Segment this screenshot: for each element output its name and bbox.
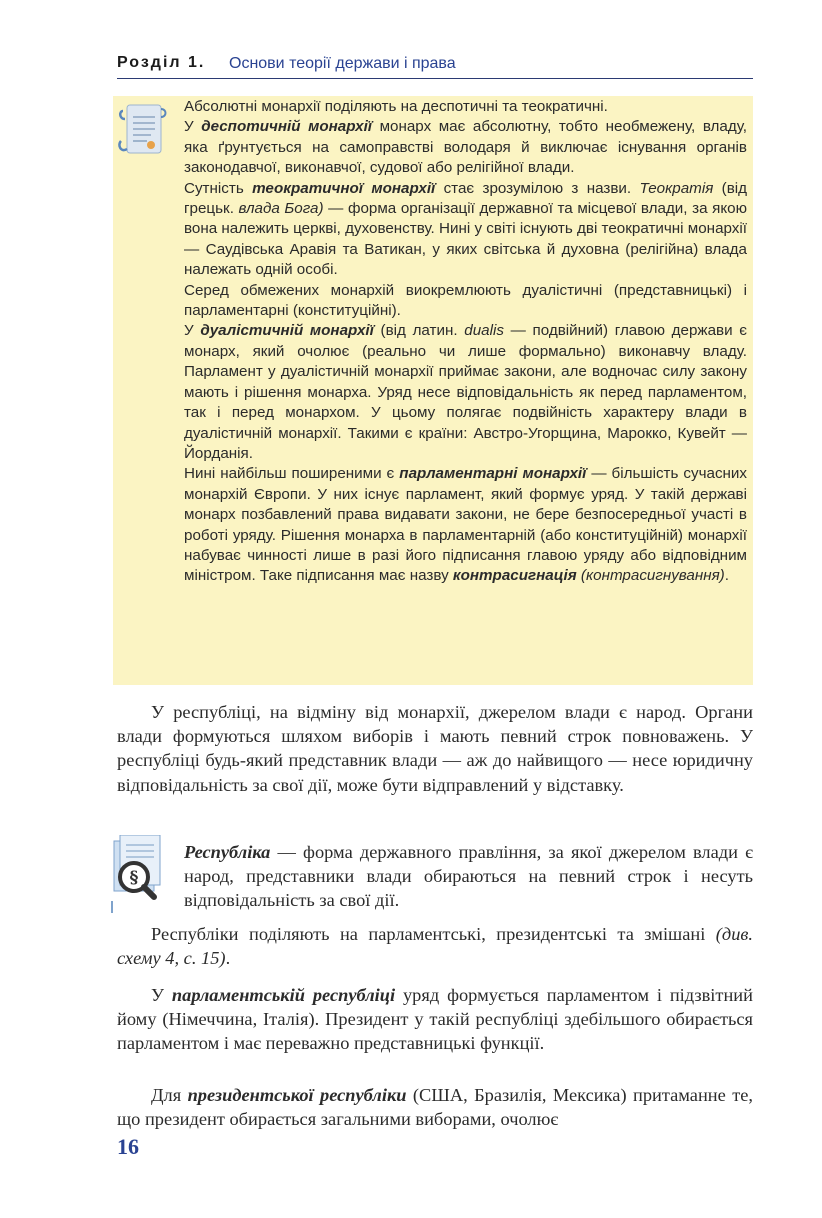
section-title: Основи теорії держави і права <box>229 55 456 72</box>
definition-block: Республіка — форма державного правління, за якої джерелом влади є народ, представники влади обираються на певний строк і несуть відповідальність за свої дії. <box>184 842 753 911</box>
paragraph: Серед обмежених монархій виокремлюють дуалістичні (представницькі) і парламентарні (конституційні). <box>184 281 747 320</box>
body-paragraph-3: У парламентській республіці уряд формується парламентом і підзвітний йому (Німеччина, Італія). Президент у такій республіці здебільшого обирається парламентом і має переважно представницькі функції. <box>117 985 753 1054</box>
info-box-text <box>184 97 747 587</box>
paragraph: Абсолютні монархії поділяють на деспотичні та теократичні. <box>184 98 608 115</box>
paragraph: Нині найбільш поширеними є парламентарні монархії — більшість сучасних монархій Європи. У них існує парламент, який формує уряд. У такій державі монарх позбавлений права видавати закони, не бере безпосередньої участі в роботі уряду. Рішення монарха в парламентарній (або конституційній) монархії набуває чинності лише в разі його підписання главою уряду або відповідним міністром. Таке підписання має назву контрасигнація (контрасигнування). <box>184 465 747 585</box>
definition-term: Республіка <box>184 842 271 862</box>
body-paragraph-1: У республіці, на відміну від монархії, джерелом влади є народ. Органи влади формуються шляхом виборів і мають певний строк повноважень. У республіці будь-який представник влади — аж до найвищого — несе юридичну відповідальність за свої дії, може бути відправлений у відставку. <box>117 702 753 795</box>
paragraph: У дуалістичній монархії (від латин. dualis — подвійний) главою держави є монарх, який очолює (реально чи лише формально) виконавчу владу. Парламент у дуалістичній монархії приймає закони, але водночас силу закону мають і рішення монарха. Уряд несе відповідальність як перед парламентом, так і перед монархом. У цьому полягає подвійність характеру влади в дуалістичній монархії. Такими є країни: Австро-Угорщина, Марокко, Кувейт — Йорданія. <box>184 322 748 462</box>
paragraph: Сутність теократичної монархії стає зрозумілою з назви. Теократія (від грецьк. влада Бога) — форма організації державної та місцевої влади, за якою вона належить церкві, духовенству. Нині у світі існують дві теократичні монархії — Саудівська Аравія та Ватикан, у яких світська й духовна (релігійна) влада належать одній особі. <box>184 179 748 279</box>
paragraph: У деспотичній монархії монарх має абсолютну, тобто необмежену, владу, яка ґрунтується на самоправстві володаря й виключає існування органів законодавчої, виконавчої, судової або релігійної влади. <box>184 118 748 177</box>
svg-text:§: § <box>129 868 139 888</box>
law-paragraph-magnifier-icon <box>108 835 168 913</box>
page-number: 16 <box>117 1134 139 1159</box>
page-header <box>117 52 753 79</box>
body-paragraph-2: Республіки поділяють на парламентські, президентські та змішані (див. схему 4, с. 15). <box>117 924 753 969</box>
body-paragraph-4: Для президентської республіки (США, Бразилія, Мексика) притаманне те, що президент обирається загальними виборами, очолює <box>117 1085 753 1130</box>
section-label: Розділ 1. <box>117 54 206 71</box>
scroll-document-icon <box>117 101 169 157</box>
